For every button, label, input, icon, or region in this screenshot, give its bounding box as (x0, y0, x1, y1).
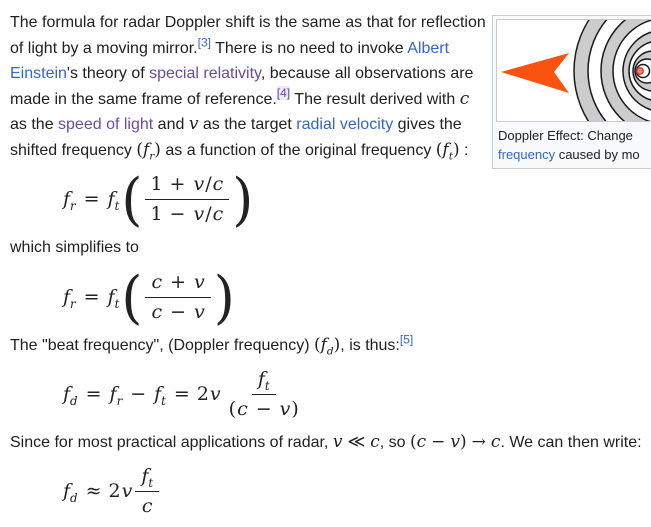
math-token: v (188, 114, 199, 134)
math-token: ) (232, 166, 254, 233)
reference-link[interactable]: [4] (276, 86, 291, 101)
text-which-simplifies: which simplifies to (10, 239, 139, 256)
math-token: ( (121, 263, 143, 331)
math-token: ) (460, 431, 467, 452)
wiki-link[interactable]: special relativity (149, 65, 261, 82)
paragraph-beat-frequency: The "beat frequency", (Doppler frequency) $(f_d)$, is thus:[5] (10, 332, 414, 357)
reference-marker (198, 35, 211, 49)
math-subscript: r (70, 198, 76, 213)
reference-marker (400, 332, 413, 346)
math-token: ( (435, 139, 443, 160)
math-token: ) (291, 397, 299, 420)
math-fraction (145, 271, 210, 325)
math-token: v (121, 479, 133, 502)
fraction-numerator (145, 271, 210, 298)
formula-beat-frequency (62, 368, 651, 422)
math-subscript: t (448, 149, 453, 162)
math-token: ) (452, 139, 460, 160)
math-token: 1 (150, 173, 163, 196)
math-token: 2 (108, 479, 121, 502)
fraction-denominator (136, 492, 159, 519)
math-token: = (173, 382, 190, 405)
math-token: ( (121, 166, 143, 233)
inline-math (460, 89, 470, 109)
math-subscript: t (161, 393, 166, 408)
wiki-link[interactable]: Albert Einstein (10, 39, 450, 82)
wiki-link[interactable]: frequency (498, 147, 556, 162)
fraction-denominator (224, 395, 304, 422)
math-token: c (212, 173, 224, 196)
fraction-denominator (145, 200, 229, 227)
caption-line: frequency caused by mo (498, 147, 640, 162)
math-token: 1 (150, 203, 163, 225)
math-fraction (145, 173, 229, 227)
math-token: ≈ (85, 479, 102, 502)
math-subscript: t (148, 475, 154, 490)
inline-math (410, 432, 500, 452)
fraction-denominator (145, 298, 210, 325)
direction-arrow-icon (501, 53, 569, 93)
math-token: ) (154, 139, 161, 160)
thumbnail-doppler-effect (492, 15, 651, 169)
math-subscript: t (264, 378, 270, 393)
math-token: + (170, 270, 187, 293)
wave-source-dot (637, 68, 644, 75)
math-token: v (193, 203, 205, 225)
math-token: v (194, 270, 205, 293)
wiki-link[interactable]: radial velocity (296, 116, 394, 133)
math-token: = (83, 285, 100, 308)
math-token: → (471, 431, 486, 452)
fraction-numerator (135, 465, 159, 492)
math-token: c (141, 494, 153, 517)
math-token: ( (136, 139, 143, 160)
math-token: $f_d$ (63, 382, 78, 408)
wiki-link[interactable]: speed of light (58, 116, 154, 133)
doppler-wave-diagram (497, 20, 651, 121)
thumbnail-caption (496, 122, 651, 165)
math-token: + (169, 173, 186, 196)
math-token: $f_r$ (63, 285, 76, 311)
math-token: $f_d$ (320, 334, 334, 357)
paragraph-intro: The formula for radar Doppler shift is the same as that for reflection of light by a moving mirror.[3] There is no need to invoke Albert Einstein's theory of special relativity, because all observations are made in the same frame of reference.[4] The result derived with c as the speed of light and v as the target radial velocity gives the shifted frequency $(f_r)$ as a function of the original frequency $(f_t)$ : (10, 14, 486, 162)
doppler-effect-image[interactable] (496, 19, 651, 122)
math-fraction (224, 368, 304, 422)
math-token: v (450, 431, 461, 452)
math-token: / (205, 203, 212, 225)
math-token: $f_t$ (141, 465, 154, 490)
inline-math (314, 335, 340, 355)
math-token: $f_t$ (107, 285, 120, 311)
math-token: c (151, 270, 163, 293)
math-token: − (431, 431, 446, 452)
reference-link[interactable]: [5] (399, 332, 414, 347)
math-token: $f_t$ (154, 382, 166, 408)
formula-shifted-frequency (62, 166, 651, 233)
math-fraction (135, 465, 159, 519)
math-subscript: r (116, 393, 123, 408)
math-token: c (370, 431, 380, 452)
math-token: ) (333, 334, 341, 355)
inline-math (436, 140, 460, 160)
math-token: ( (410, 431, 417, 452)
math-subscript: t (114, 198, 120, 213)
math-token: − (170, 300, 187, 323)
math-token: c (151, 300, 163, 323)
formula-approximation (62, 465, 651, 519)
caption-line: Doppler Effect: Change (498, 128, 633, 143)
math-token: c (212, 203, 224, 225)
math-token: − (169, 203, 186, 225)
math-token: $f_t$ (442, 139, 453, 162)
math-token: − (255, 397, 272, 420)
math-subscript: d (326, 344, 334, 357)
math-token: $f_t$ (107, 188, 120, 213)
math-token: 2 (196, 382, 209, 405)
math-token: v (193, 173, 205, 196)
math-token: $f_t$ (257, 368, 270, 393)
math-subscript: r (149, 149, 155, 162)
math-token: c (459, 88, 470, 109)
math-subscript: t (114, 296, 120, 311)
fraction-numerator (252, 368, 276, 395)
math-token: ) (213, 263, 235, 331)
reference-marker (277, 86, 290, 100)
math-token: ( (228, 397, 237, 420)
paragraph-approximation: Since for most practical applications of radar, v ≪ c, so (c − v) → c. We can then write: (10, 431, 642, 452)
reference-link[interactable]: [3] (197, 35, 211, 50)
math-token: $f_r$ (142, 139, 155, 162)
math-token: = (85, 382, 102, 405)
fraction-numerator (145, 173, 229, 200)
math-token: $f_r$ (63, 188, 76, 213)
math-token: / (205, 173, 212, 196)
math-token: c (237, 397, 248, 420)
math-token: c (490, 431, 501, 452)
math-token: $f_d$ (63, 479, 78, 505)
math-subscript: d (70, 393, 78, 408)
math-token: ≪ (347, 431, 366, 452)
inline-math (333, 432, 380, 452)
math-token: v (209, 382, 221, 405)
inline-math (189, 114, 199, 134)
math-token: v (332, 431, 343, 452)
math-token: v (279, 397, 291, 420)
math-token: v (194, 300, 205, 323)
math-subscript: d (70, 490, 78, 505)
math-subscript: r (70, 296, 76, 311)
math-token: ( (313, 334, 321, 355)
math-token: − (130, 382, 147, 405)
formula-simplified (62, 263, 651, 331)
math-token: c (416, 431, 427, 452)
math-token: $f_r$ (109, 382, 123, 408)
math-token: = (83, 188, 100, 211)
inline-math (136, 140, 161, 160)
